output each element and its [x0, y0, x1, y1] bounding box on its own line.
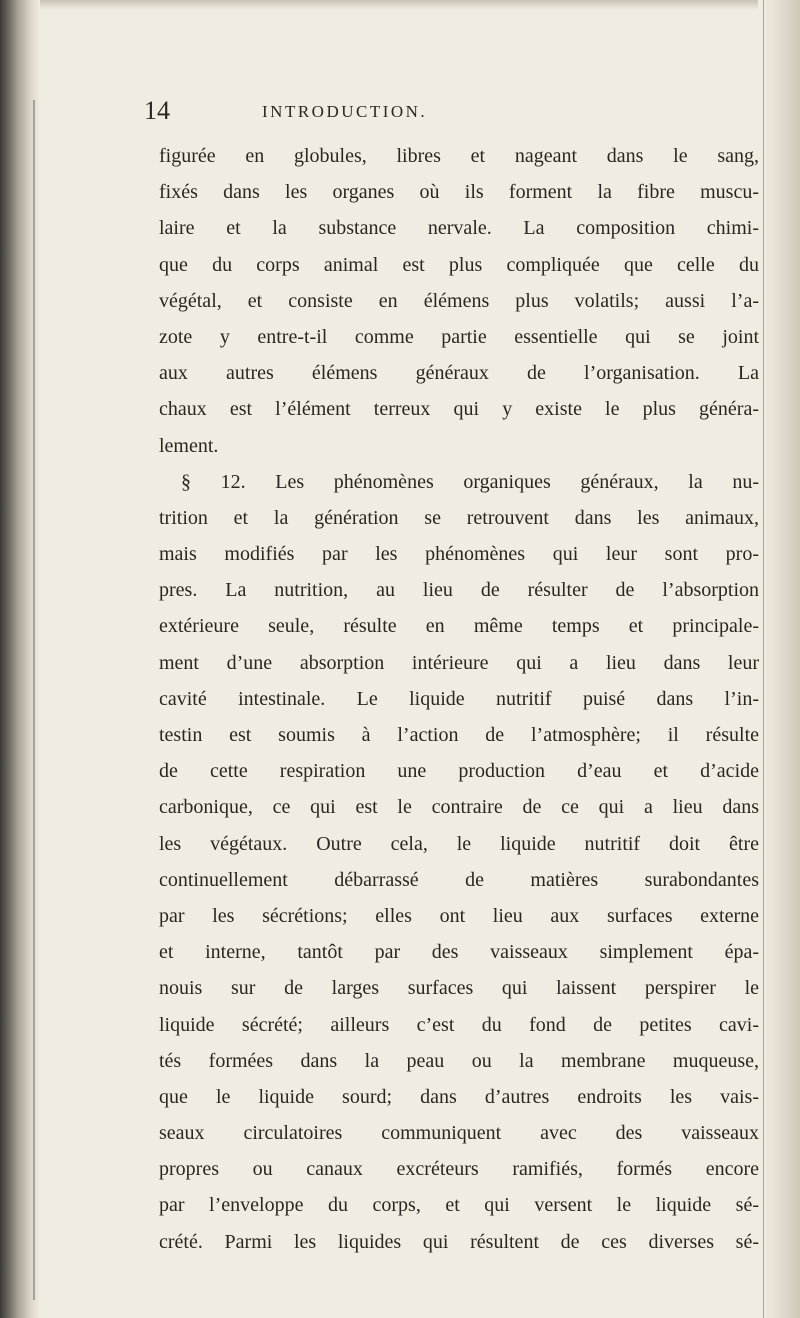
text-line: laire et la substance nervale. La composition chimi- — [159, 217, 759, 240]
page-header — [144, 96, 724, 132]
text-line: et interne, tantôt par des vaisseaux simplement épa- — [159, 941, 759, 964]
text-line: zote y entre-t-il comme partie essentielle qui se joint — [159, 325, 759, 348]
text-line: propres ou canaux excréteurs ramifiés, formés encore — [159, 1158, 759, 1181]
text-line: figurée en globules, libres et nageant dans le sang, — [159, 145, 759, 167]
running-head: INTRODUCTION. — [262, 102, 428, 121]
text-line: extérieure seule, résulte en même temps et principale- — [159, 615, 759, 638]
text-line: aux autres élémens généraux de l’organisation. La — [159, 362, 759, 385]
text-line: fixés dans les organes où ils forment la fibre muscu- — [159, 181, 759, 204]
page-edge — [758, 0, 800, 1318]
text-line: végétal, et consiste en élémens plus volatils; aussi l’a- — [159, 289, 759, 312]
text-line: seaux circulatoires communiquent avec des vaisseaux — [159, 1122, 759, 1145]
text-line: § 12. Les phénomènes organiques généraux, la nu- — [181, 470, 759, 493]
text-line: par l’enveloppe du corps, et qui versent le liquide sé- — [159, 1194, 759, 1217]
text-line: testin est soumis à l’action de l’atmosphère; il résulte — [159, 724, 759, 746]
text-line: liquide sécrété; ailleurs c’est du fond de petites cavi- — [159, 1013, 759, 1036]
text-line: les végétaux. Outre cela, le liquide nutritif doit être — [159, 832, 759, 855]
text-line: nouis sur de larges surfaces qui laissent perspirer le — [159, 977, 759, 1000]
page-number: 14 — [144, 96, 170, 125]
text-line: lement. — [159, 434, 219, 457]
text-line: chaux est l’élément terreux qui y existe le plus généra- — [159, 398, 759, 421]
text-line: de cette respiration une production d’eau et d’acide — [159, 760, 759, 783]
page-top-shadow — [0, 0, 800, 10]
text-line: ment d’une absorption intérieure qui a lieu dans leur — [159, 651, 759, 674]
text-line: mais modifiés par les phénomènes qui leur sont pro- — [159, 543, 759, 566]
text-line: cavité intestinale. Le liquide nutritif puisé dans l’in- — [159, 687, 759, 710]
text-line: tés formées dans la peau ou la membrane muqueuse, — [159, 1049, 759, 1072]
text-line: que le liquide sourd; dans d’autres endroits les vais- — [159, 1085, 759, 1108]
text-line: trition et la génération se retrouvent dans les animaux, — [159, 506, 759, 529]
text-line: pres. La nutrition, au lieu de résulter de l’absorption — [159, 579, 759, 602]
text-line: continuellement débarrassé de matières surabondantes — [159, 868, 759, 891]
text-line: par les sécrétions; elles ont lieu aux surfaces externe — [159, 904, 759, 927]
text-line: carbonique, ce qui est le contraire de ce qui a lieu dans — [159, 796, 759, 819]
spine-crease — [33, 100, 35, 1300]
text-line: crété. Parmi les liquides qui résultent de ces diverses sé- — [159, 1230, 759, 1253]
text-line: que du corps animal est plus compliquée que celle du — [159, 253, 759, 276]
page-edge-line — [763, 0, 764, 1318]
body-text — [159, 138, 759, 1260]
